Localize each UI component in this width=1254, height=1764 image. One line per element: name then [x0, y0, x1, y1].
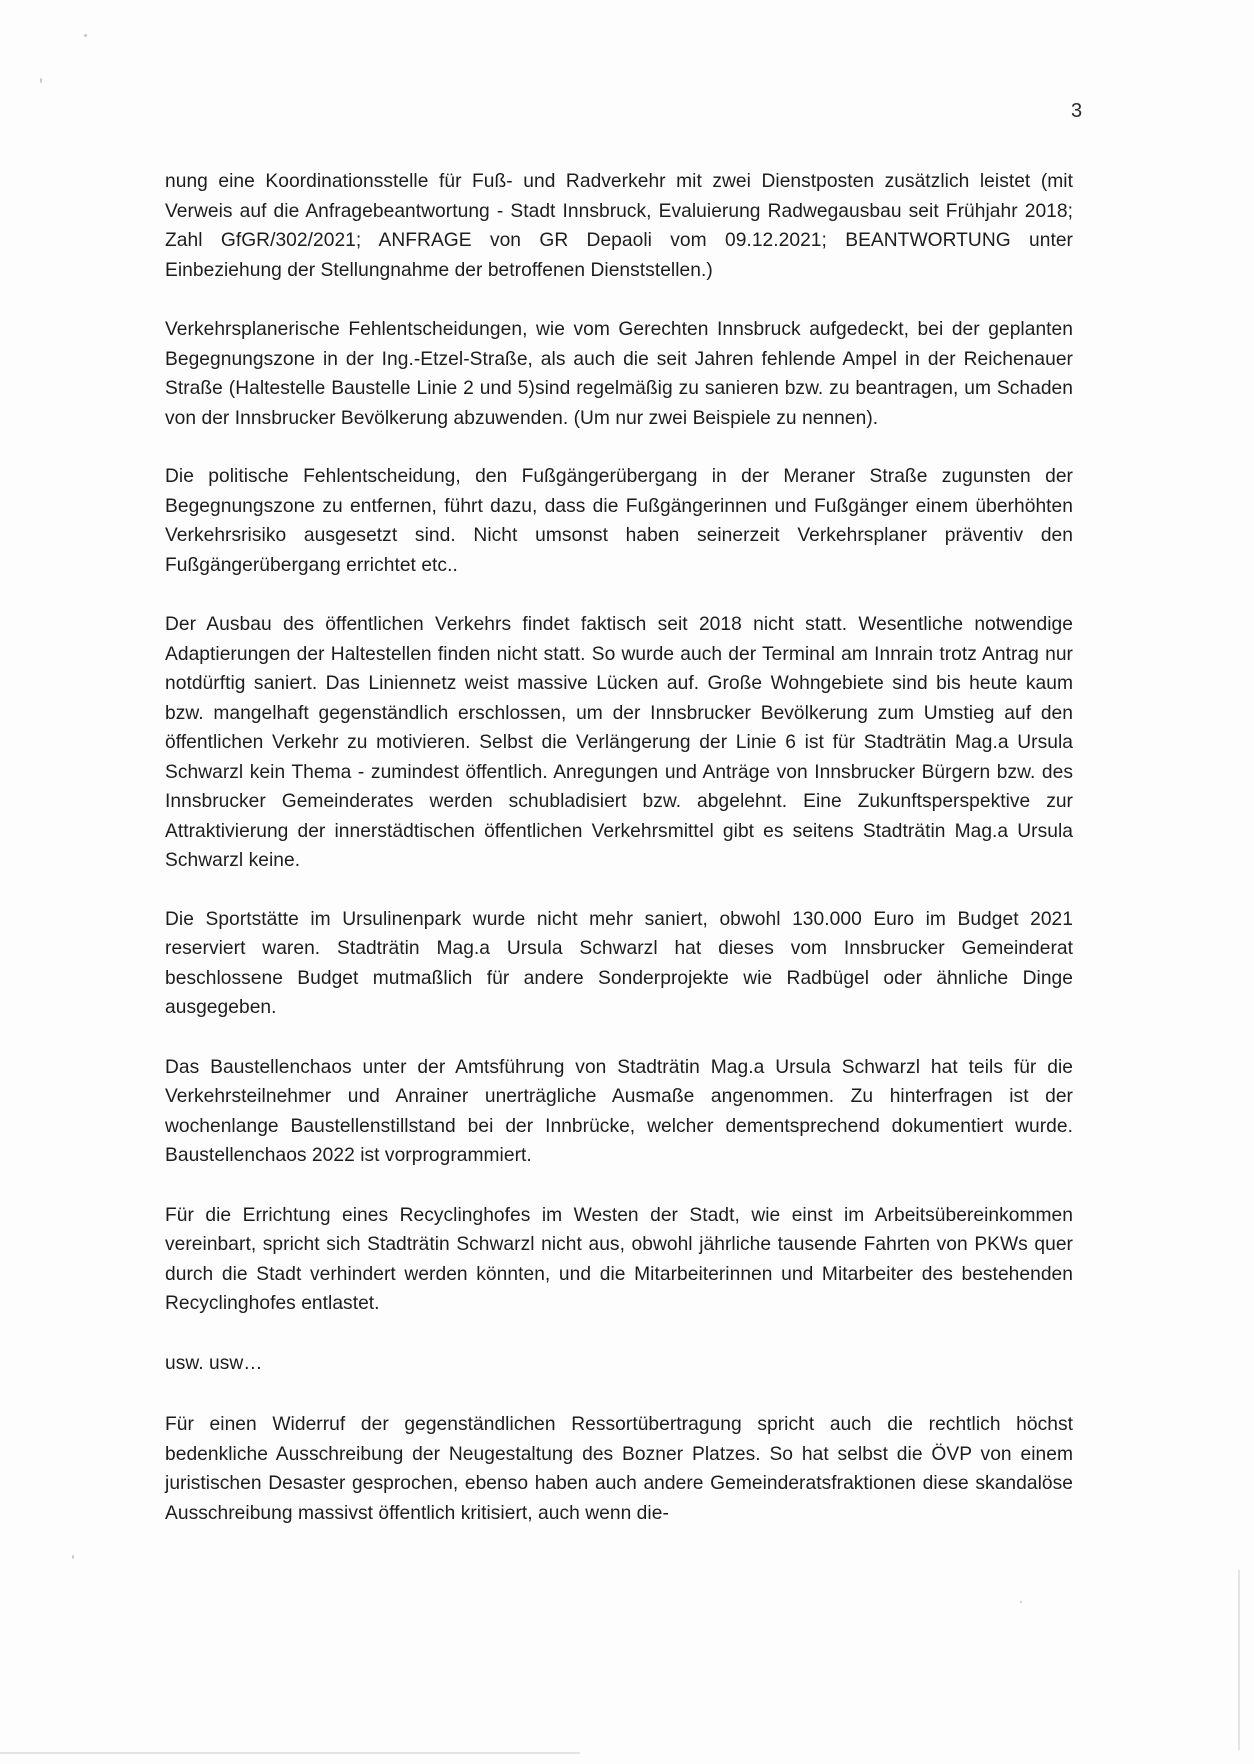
paragraph: Das Baustellenchaos unter der Amtsführung von Stadträtin Mag.a Ursula Schwarzl hat teils für die Verkehrsteilnehmer und Anrainer unerträgliche Ausmaße angenommen. Zu hinterfragen ist der wochenlange Baustellenstillstand bei der Innbrücke, welcher dementsprechend dokumentiert wurde. Baustellenchaos 2022 ist vorprogrammiert. — [165, 1056, 1073, 1166]
paragraph: nung eine Koordinationsstelle für Fuß- und Radverkehr mit zwei Dienstposten zusätzlich leistet (mit Verweis auf die Anfragebeantwortung - Stadt Innsbruck, Evaluierung Radwegausbau seit Frühjahr 2018; Zahl GfGR/302/2021; ANFRAGE von GR Depaoli vom 09.12.2021; BEANTWORTUNG unter Einbeziehung der Stellungnahme der betroffenen Dienststellen.) — [165, 171, 1073, 281]
scan-speck — [72, 1555, 74, 1559]
scan-edge-line — [1238, 1570, 1240, 1750]
paragraph: Für die Errichtung eines Recyclinghofes im Westen der Stadt, wie einst im Arbeitsübereinkommen vereinbart, spricht sich Stadträtin Schwarzl nicht aus, obwohl jährliche tausende Fahrten von PKWs quer durch die Stadt verhindert werden könnten, und die Mitarbeiterinnen und Mitarbeiter des bestehenden Recyclinghofes entlastet. — [165, 1204, 1073, 1314]
scan-speck — [1020, 1601, 1022, 1603]
page-number: 3 — [1071, 100, 1083, 122]
paragraph: Für einen Widerruf der gegenständlichen Ressortübertragung spricht auch die rechtlich höchst bedenkliche Ausschreibung der Neugestaltung des Bozner Platzes. So hat selbst die ÖVP von einem juristischen Desaster gesprochen, ebenso haben auch andere Gemeinderatsfraktionen diese skandalöse Ausschreibung massivst öffentlich kritisiert, auch wenn die- — [165, 1414, 1073, 1524]
paragraph: Der Ausbau des öffentlichen Verkehrs findet faktisch seit 2018 nicht statt. Wesentliche notwendige Adaptierungen der Haltestellen finden nicht statt. So wurde auch der Terminal am Innrain trotz Antrag nur notdürftig saniert. Das Liniennetz weist massive Lücken auf. Große Wohngebiete sind bis heute kaum bzw. mangelhaft gegenständlich erschlossen, um der Innsbrucker Bevölkerung zum Umstieg auf den öffentlichen Verkehr zu motivieren. Selbst die Verlängerung der Linie 6 ist für Stadträtin Mag.a Ursula Schwarzl kein Thema - zumindest öffentlich. Anregungen und Anträge von Innsbrucker Bürgern bzw. des Innsbrucker Gemeinderates werden schubladisiert bzw. abgelehnt. Eine Zukunftsperspektive zur Attraktivierung der innerstädtischen öffentlichen Verkehrsmittel gibt es seitens Stadträtin Mag.a Ursula Schwarzl keine. — [165, 614, 1073, 871]
paragraph: usw. usw… — [165, 1352, 263, 1374]
scan-speck — [84, 34, 87, 37]
paragraph: Die politische Fehlentscheidung, den Fußgängerübergang in der Meraner Straße zugunsten der Begegnungszone zu entfernen, führt dazu, dass die Fußgängerinnen und Fußgänger einem überhöhten Verkehrsrisiko ausgesetzt sind. Nicht umsonst haben seinerzeit Verkehrsplaner präventiv den Fußgängerübergang errichtet etc.. — [165, 466, 1073, 576]
paragraph: Die Sportstätte im Ursulinenpark wurde nicht mehr saniert, obwohl 130.000 Euro im Budget 2021 reserviert waren. Stadträtin Mag.a Ursula Schwarzl hat dieses vom Innsbrucker Gemeinderat beschlossene Budget mutmaßlich für andere Sonderprojekte wie Radbügel oder ähnliche Dinge ausgegeben. — [165, 908, 1073, 1018]
scan-speck — [40, 78, 42, 83]
scan-edge-line — [0, 1752, 580, 1754]
paragraph: Verkehrsplanerische Fehlentscheidungen, wie vom Gerechten Innsbruck aufgedeckt, bei der geplanten Begegnungszone in der Ing.-Etzel-Straße, als auch die seit Jahren fehlende Ampel in der Reichenauer Straße (Haltestelle Baustelle Linie 2 und 5)sind regelmäßig zu sanieren bzw. zu beantragen, um Schaden von der Innsbrucker Bevölkerung abzuwenden. (Um nur zwei Beispiele zu nennen). — [165, 319, 1073, 429]
document-body — [165, 167, 1073, 1528]
